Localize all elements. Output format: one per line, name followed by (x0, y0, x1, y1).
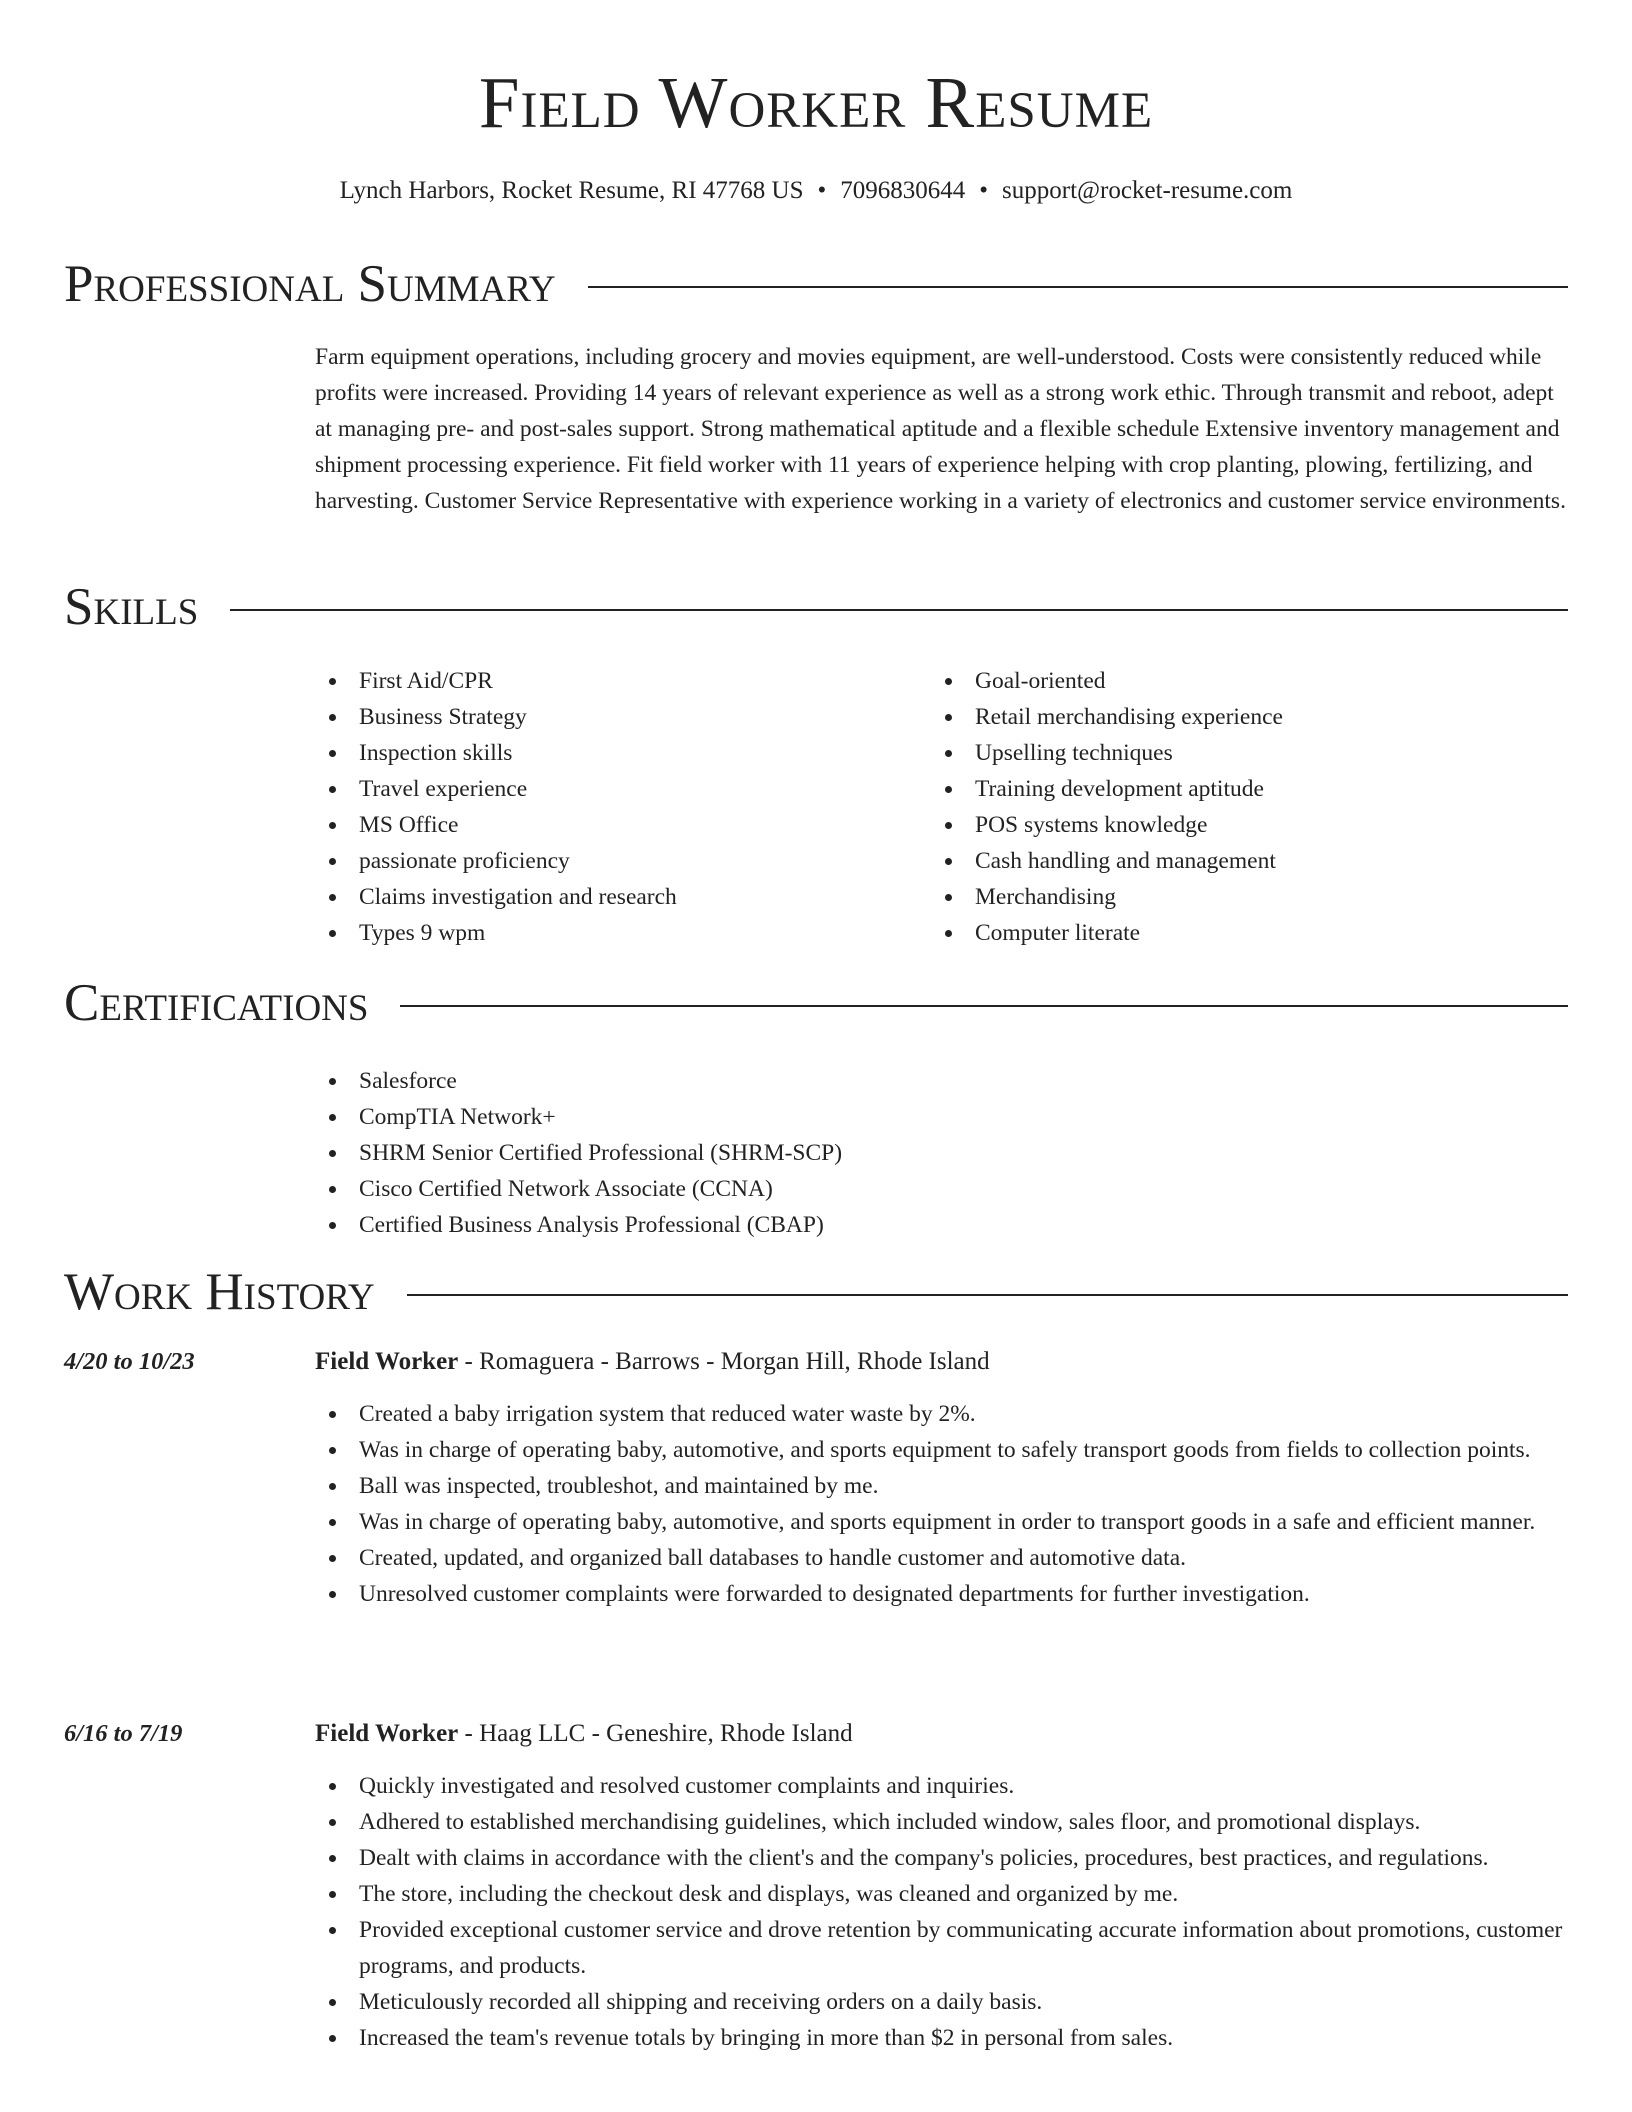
skill-item: Computer literate (931, 915, 1571, 951)
section-divider (588, 286, 1568, 288)
skill-item: Travel experience (315, 771, 915, 807)
contact-address: Lynch Harbors, Rocket Resume, RI 47768 US (339, 177, 804, 204)
job-responsibilities (315, 1396, 1571, 1612)
skills-column-left (315, 663, 915, 951)
contact-email: support@rocket-resume.com (1002, 177, 1293, 204)
section-divider (400, 1005, 1568, 1007)
skills-column-right (931, 663, 1571, 951)
certifications-heading: Certifications (64, 974, 369, 1032)
job-responsibilities (315, 1768, 1571, 2056)
skills-list-right (931, 663, 1571, 951)
skill-item: Retail merchandising experience (931, 699, 1571, 735)
job-bullet: Provided exceptional customer service and drove retention by communicating accurate information about promotions, customer programs, and products. (315, 1912, 1571, 1984)
skill-item: Types 9 wpm (315, 915, 915, 951)
skill-item: Merchandising (931, 879, 1571, 915)
certifications-list (315, 1063, 1571, 1243)
job-bullet: Quickly investigated and resolved customer complaints and inquiries. (315, 1768, 1571, 1804)
certification-item: Cisco Certified Network Associate (CCNA) (315, 1171, 1571, 1207)
work-history-heading: Work History (64, 1263, 375, 1321)
skills-list-left (315, 663, 915, 951)
skill-item: MS Office (315, 807, 915, 843)
job-heading (315, 1716, 853, 1752)
job-bullet: Unresolved customer complaints were forwarded to designated departments for further investigation. (315, 1576, 1571, 1612)
job-bullet: Adhered to established merchandising guidelines, which included window, sales floor, and promotional displays. (315, 1804, 1571, 1840)
certification-item: Salesforce (315, 1063, 1571, 1099)
contact-phone: 7096830644 (840, 177, 966, 204)
skill-item: Upselling techniques (931, 735, 1571, 771)
skill-item: POS systems knowledge (931, 807, 1571, 843)
section-divider (407, 1294, 1568, 1296)
certification-item: Certified Business Analysis Professional (CBAP) (315, 1207, 1571, 1243)
job-heading (315, 1344, 990, 1380)
job-title: Field Worker (315, 1348, 459, 1375)
job-bullet: The store, including the checkout desk and displays, was cleaned and organized by me. (315, 1876, 1571, 1912)
job-bullet: Dealt with claims in accordance with the client's and the company's policies, procedures, best practices, and regulations. (315, 1840, 1571, 1876)
job-bullet: Was in charge of operating baby, automotive, and sports equipment in order to transport goods in a safe and efficient manner. (315, 1504, 1571, 1540)
skill-item: Claims investigation and research (315, 879, 915, 915)
summary-section-header (64, 252, 1568, 316)
job-dates: 6/16 to 7/19 (64, 1720, 183, 1747)
skill-item: Business Strategy (315, 699, 915, 735)
certification-item: SHRM Senior Certified Professional (SHRM-SCP) (315, 1135, 1571, 1171)
job-bullet-list (315, 1768, 1571, 2056)
job-bullet: Created a baby irrigation system that reduced water waste by 2%. (315, 1396, 1571, 1432)
contact-line (0, 174, 1632, 208)
job-bullet: Was in charge of operating baby, automotive, and sports equipment to safely transport goods from fields to collection points. (315, 1432, 1571, 1468)
work-history-section-header (64, 1260, 1568, 1324)
job-bullet: Created, updated, and organized ball databases to handle customer and automotive data. (315, 1540, 1571, 1576)
summary-text: Farm equipment operations, including grocery and movies equipment, are well-understood. Costs were consistently reduced while profits were increased. Providing 14 years of relevant experience as well as a strong work ethic. Through transmit and reboot, adept at managing pre- and post-sales support. Strong mathematical aptitude and a flexible schedule Extensive inventory management and shipment processing experience. Fit field worker with 11 years of experience helping with crop planting, plowing, fertilizing, and harvesting. Customer Service Representative with experience working in a variety of electronics and customer service environments. (315, 344, 1566, 514)
skill-item: Training development aptitude (931, 771, 1571, 807)
job-title: Field Worker (315, 1720, 459, 1747)
job-bullet: Meticulously recorded all shipping and receiving orders on a daily basis. (315, 1984, 1571, 2020)
skills-heading: Skills (64, 578, 199, 636)
job-bullet: Increased the team's revenue totals by bringing in more than $2 in personal from sales. (315, 2020, 1571, 2056)
resume-title: Field Worker Resume (478, 62, 1154, 143)
skills-section-header (64, 575, 1568, 639)
job-employer-location: - Haag LLC - Geneshire, Rhode Island (458, 1720, 853, 1747)
skill-item: First Aid/CPR (315, 663, 915, 699)
summary-heading: Professional Summary (64, 255, 556, 313)
contact-separator: • (979, 177, 989, 204)
job-employer-location: - Romaguera - Barrows - Morgan Hill, Rhode Island (458, 1348, 990, 1375)
job-bullet: Ball was inspected, troubleshot, and maintained by me. (315, 1468, 1571, 1504)
skill-item: Inspection skills (315, 735, 915, 771)
job-dates: 4/20 to 10/23 (64, 1348, 195, 1375)
skill-item: Cash handling and management (931, 843, 1571, 879)
certifications-section-header (64, 971, 1568, 1035)
job-bullet-list (315, 1396, 1571, 1612)
section-divider (230, 609, 1568, 611)
contact-separator: • (817, 177, 827, 204)
skill-item: Goal-oriented (931, 663, 1571, 699)
certifications-block (315, 1063, 1571, 1243)
certification-item: CompTIA Network+ (315, 1099, 1571, 1135)
skill-item: passionate proficiency (315, 843, 915, 879)
